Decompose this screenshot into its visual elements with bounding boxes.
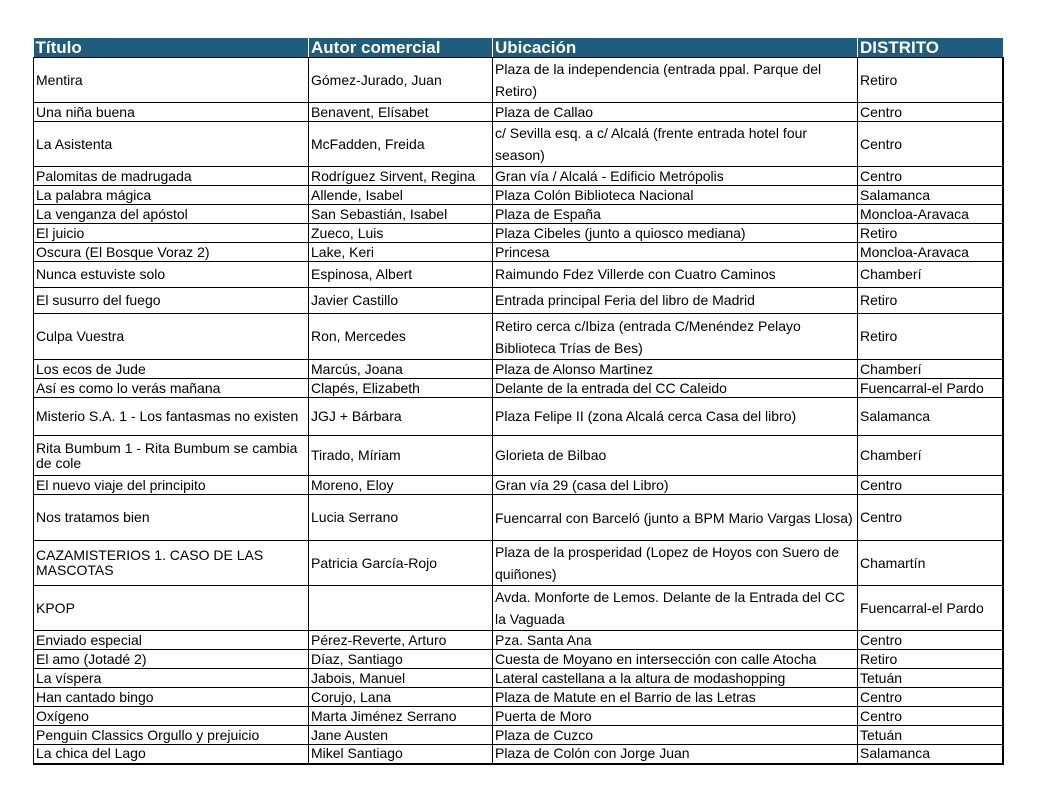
cell-distrito[interactable]: Chamberí: [858, 436, 1003, 476]
table-row: [34, 745, 1003, 764]
cell-autor[interactable]: Moreno, Eloy: [309, 476, 493, 495]
cell-distrito[interactable]: Moncloa-Aravaca: [858, 205, 1003, 224]
cell-ubicacion[interactable]: Gran vía 29 (casa del Libro): [493, 476, 858, 495]
cell-autor[interactable]: [309, 586, 493, 631]
cell-titulo[interactable]: Mentira: [34, 58, 309, 103]
table-row: [34, 541, 1003, 586]
cell-ubicacion[interactable]: Lateral castellana a la altura de modashopping: [493, 669, 858, 688]
cell-autor[interactable]: Rodríguez Sirvent, Regina: [309, 167, 493, 186]
cell-ubicacion[interactable]: Avda. Monforte de Lemos. Delante de la Entrada del CC la Vaguada: [493, 586, 858, 631]
cell-titulo[interactable]: El juicio: [34, 224, 309, 243]
table-row: [34, 167, 1003, 186]
cell-titulo[interactable]: Nunca estuviste solo: [34, 262, 309, 288]
cell-titulo[interactable]: Oxígeno: [34, 707, 309, 726]
table-row: [34, 103, 1003, 122]
table-row: [34, 707, 1003, 726]
cell-titulo[interactable]: Enviado especial: [34, 631, 309, 650]
cell-distrito[interactable]: Fuencarral-el Pardo: [858, 379, 1003, 398]
cell-autor[interactable]: Lucia Serrano: [309, 495, 493, 541]
cell-titulo[interactable]: Oscura (El Bosque Voraz 2): [34, 243, 309, 262]
table-row: [34, 436, 1003, 476]
cell-autor[interactable]: Patricia García-Rojo: [309, 541, 493, 586]
cell-titulo[interactable]: Rita Bumbum 1 - Rita Bumbum se cambia de cole: [34, 436, 309, 476]
cell-distrito[interactable]: Retiro: [858, 224, 1003, 243]
cell-distrito[interactable]: Centro: [858, 688, 1003, 707]
cell-distrito[interactable]: Retiro: [858, 314, 1003, 360]
cell-distrito[interactable]: Retiro: [858, 650, 1003, 669]
cell-titulo[interactable]: Una niña buena: [34, 103, 309, 122]
cell-autor[interactable]: Jane Austen: [309, 726, 493, 745]
cell-distrito[interactable]: Centro: [858, 103, 1003, 122]
cell-autor[interactable]: Corujo, Lana: [309, 688, 493, 707]
cell-autor[interactable]: Espinosa, Albert: [309, 262, 493, 288]
header-distrito[interactable]: DISTRITO: [858, 38, 1003, 58]
cell-autor[interactable]: Mikel Santiago: [309, 745, 493, 764]
cell-autor[interactable]: Javier Castillo: [309, 288, 493, 314]
cell-ubicacion[interactable]: Plaza de España: [493, 205, 858, 224]
cell-ubicacion[interactable]: Princesa: [493, 243, 858, 262]
header-ubicacion[interactable]: Ubicación: [493, 38, 858, 58]
cell-titulo[interactable]: Misterio S.A. 1 - Los fantasmas no existen: [34, 398, 309, 436]
cell-titulo[interactable]: El nuevo viaje del principito: [34, 476, 309, 495]
cell-ubicacion[interactable]: Cuesta de Moyano en intersección con calle Atocha: [493, 650, 858, 669]
cell-distrito[interactable]: Tetuán: [858, 669, 1003, 688]
cell-autor[interactable]: Marta Jiménez Serrano: [309, 707, 493, 726]
cell-titulo[interactable]: La chica del Lago: [34, 745, 309, 764]
table-row: [34, 186, 1003, 205]
cell-autor[interactable]: Pérez-Reverte, Arturo: [309, 631, 493, 650]
cell-distrito[interactable]: Centro: [858, 495, 1003, 541]
cell-distrito[interactable]: Retiro: [858, 58, 1003, 103]
cell-distrito[interactable]: Salamanca: [858, 186, 1003, 205]
cell-autor[interactable]: Clapés, Elizabeth: [309, 379, 493, 398]
table-row: [34, 205, 1003, 224]
table-row: [34, 495, 1003, 541]
table-row: [34, 398, 1003, 436]
cell-autor[interactable]: Díaz, Santiago: [309, 650, 493, 669]
cell-distrito[interactable]: Salamanca: [858, 398, 1003, 436]
cell-ubicacion[interactable]: Pza. Santa Ana: [493, 631, 858, 650]
cell-titulo[interactable]: La víspera: [34, 669, 309, 688]
cell-titulo[interactable]: Nos tratamos bien: [34, 495, 309, 541]
table-row: [34, 314, 1003, 360]
cell-titulo[interactable]: Penguin Classics Orgullo y prejuicio: [34, 726, 309, 745]
table-row: [34, 360, 1003, 379]
header-titulo[interactable]: Título: [34, 38, 309, 58]
book-locations-table: [33, 38, 1004, 765]
cell-ubicacion[interactable]: Plaza Felipe II (zona Alcalá cerca Casa del libro): [493, 398, 858, 436]
cell-titulo[interactable]: La palabra mágica: [34, 186, 309, 205]
cell-ubicacion[interactable]: Fuencarral con Barceló (junto a BPM Mario Vargas Llosa): [493, 495, 858, 541]
cell-titulo[interactable]: Han cantado bingo: [34, 688, 309, 707]
cell-ubicacion[interactable]: Plaza Colón Biblioteca Nacional: [493, 186, 858, 205]
cell-titulo[interactable]: La venganza del apóstol: [34, 205, 309, 224]
table-row: [34, 669, 1003, 688]
cell-titulo[interactable]: El amo (Jotadé 2): [34, 650, 309, 669]
cell-ubicacion[interactable]: Delante de la entrada del CC Caleido: [493, 379, 858, 398]
cell-distrito[interactable]: Centro: [858, 631, 1003, 650]
cell-ubicacion[interactable]: c/ Sevilla esq. a c/ Alcalá (frente entrada hotel four season): [493, 122, 858, 167]
cell-ubicacion[interactable]: Plaza de Colón con Jorge Juan: [493, 745, 858, 764]
cell-distrito[interactable]: Centro: [858, 707, 1003, 726]
cell-distrito[interactable]: Centro: [858, 122, 1003, 167]
header-autor[interactable]: Autor comercial: [309, 38, 493, 58]
cell-autor[interactable]: Marcús, Joana: [309, 360, 493, 379]
cell-ubicacion[interactable]: Plaza de la independencia (entrada ppal. Parque del Retiro): [493, 58, 858, 103]
table-row: [34, 58, 1003, 103]
cell-autor[interactable]: Tirado, Míriam: [309, 436, 493, 476]
cell-ubicacion[interactable]: Plaza de Cuzco: [493, 726, 858, 745]
cell-ubicacion[interactable]: Plaza de Matute en el Barrio de las Letras: [493, 688, 858, 707]
cell-autor[interactable]: JGJ + Bárbara: [309, 398, 493, 436]
cell-titulo[interactable]: Culpa Vuestra: [34, 314, 309, 360]
cell-distrito[interactable]: Moncloa-Aravaca: [858, 243, 1003, 262]
cell-ubicacion[interactable]: Glorieta de Bilbao: [493, 436, 858, 476]
cell-ubicacion[interactable]: Raimundo Fdez Villerde con Cuatro Caminos: [493, 262, 858, 288]
cell-autor[interactable]: Ron, Mercedes: [309, 314, 493, 360]
cell-ubicacion[interactable]: Plaza de Alonso Martinez: [493, 360, 858, 379]
cell-titulo[interactable]: El susurro del fuego: [34, 288, 309, 314]
cell-titulo[interactable]: La Asistenta: [34, 122, 309, 167]
cell-distrito[interactable]: Chamberí: [858, 360, 1003, 379]
cell-autor[interactable]: Benavent, Elísabet: [309, 103, 493, 122]
header-row: [34, 38, 1003, 58]
cell-distrito[interactable]: Tetuán: [858, 726, 1003, 745]
cell-autor[interactable]: Jabois, Manuel: [309, 669, 493, 688]
cell-titulo[interactable]: CAZAMISTERIOS 1. CASO DE LAS MASCOTAS: [34, 541, 309, 586]
cell-titulo[interactable]: Palomitas de madrugada: [34, 167, 309, 186]
cell-autor[interactable]: Lake, Keri: [309, 243, 493, 262]
cell-ubicacion[interactable]: Entrada principal Feria del libro de Madrid: [493, 288, 858, 314]
table-row: [34, 650, 1003, 669]
cell-ubicacion[interactable]: Plaza de la prosperidad (Lopez de Hoyos con Suero de quiñones): [493, 541, 858, 586]
cell-ubicacion[interactable]: Plaza Cibeles (junto a quiosco mediana): [493, 224, 858, 243]
cell-ubicacion[interactable]: Retiro cerca c/Ibiza (entrada C/Menéndez Pelayo Biblioteca Trías de Bes): [493, 314, 858, 360]
cell-distrito[interactable]: Centro: [858, 167, 1003, 186]
cell-distrito[interactable]: Fuencarral-el Pardo: [858, 586, 1003, 631]
cell-ubicacion[interactable]: Plaza de Callao: [493, 103, 858, 122]
cell-distrito[interactable]: Salamanca: [858, 745, 1003, 764]
cell-autor[interactable]: Zueco, Luis: [309, 224, 493, 243]
table-row: [34, 586, 1003, 631]
cell-autor[interactable]: McFadden, Freida: [309, 122, 493, 167]
table-row: [34, 224, 1003, 243]
table-row: [34, 476, 1003, 495]
cell-titulo[interactable]: Los ecos de Jude: [34, 360, 309, 379]
cell-autor[interactable]: Gómez-Jurado, Juan: [309, 58, 493, 103]
table-row: [34, 688, 1003, 707]
cell-distrito[interactable]: Chamartín: [858, 541, 1003, 586]
table-row: [34, 379, 1003, 398]
table-row: [34, 262, 1003, 288]
cell-distrito[interactable]: Centro: [858, 476, 1003, 495]
table-row: [34, 243, 1003, 262]
cell-ubicacion[interactable]: Puerta de Moro: [493, 707, 858, 726]
table-row: [34, 288, 1003, 314]
cell-titulo[interactable]: KPOP: [34, 586, 309, 631]
table-row: [34, 726, 1003, 745]
cell-distrito[interactable]: Chamberí: [858, 262, 1003, 288]
cell-titulo[interactable]: Así es como lo verás mañana: [34, 379, 309, 398]
cell-autor[interactable]: San Sebastián, Isabel: [309, 205, 493, 224]
table-row: [34, 631, 1003, 650]
table-row: [34, 122, 1003, 167]
cell-ubicacion[interactable]: Gran vía / Alcalá - Edificio Metrópolis: [493, 167, 858, 186]
cell-distrito[interactable]: Retiro: [858, 288, 1003, 314]
cell-autor[interactable]: Allende, Isabel: [309, 186, 493, 205]
spreadsheet-sheet: [33, 38, 1002, 765]
